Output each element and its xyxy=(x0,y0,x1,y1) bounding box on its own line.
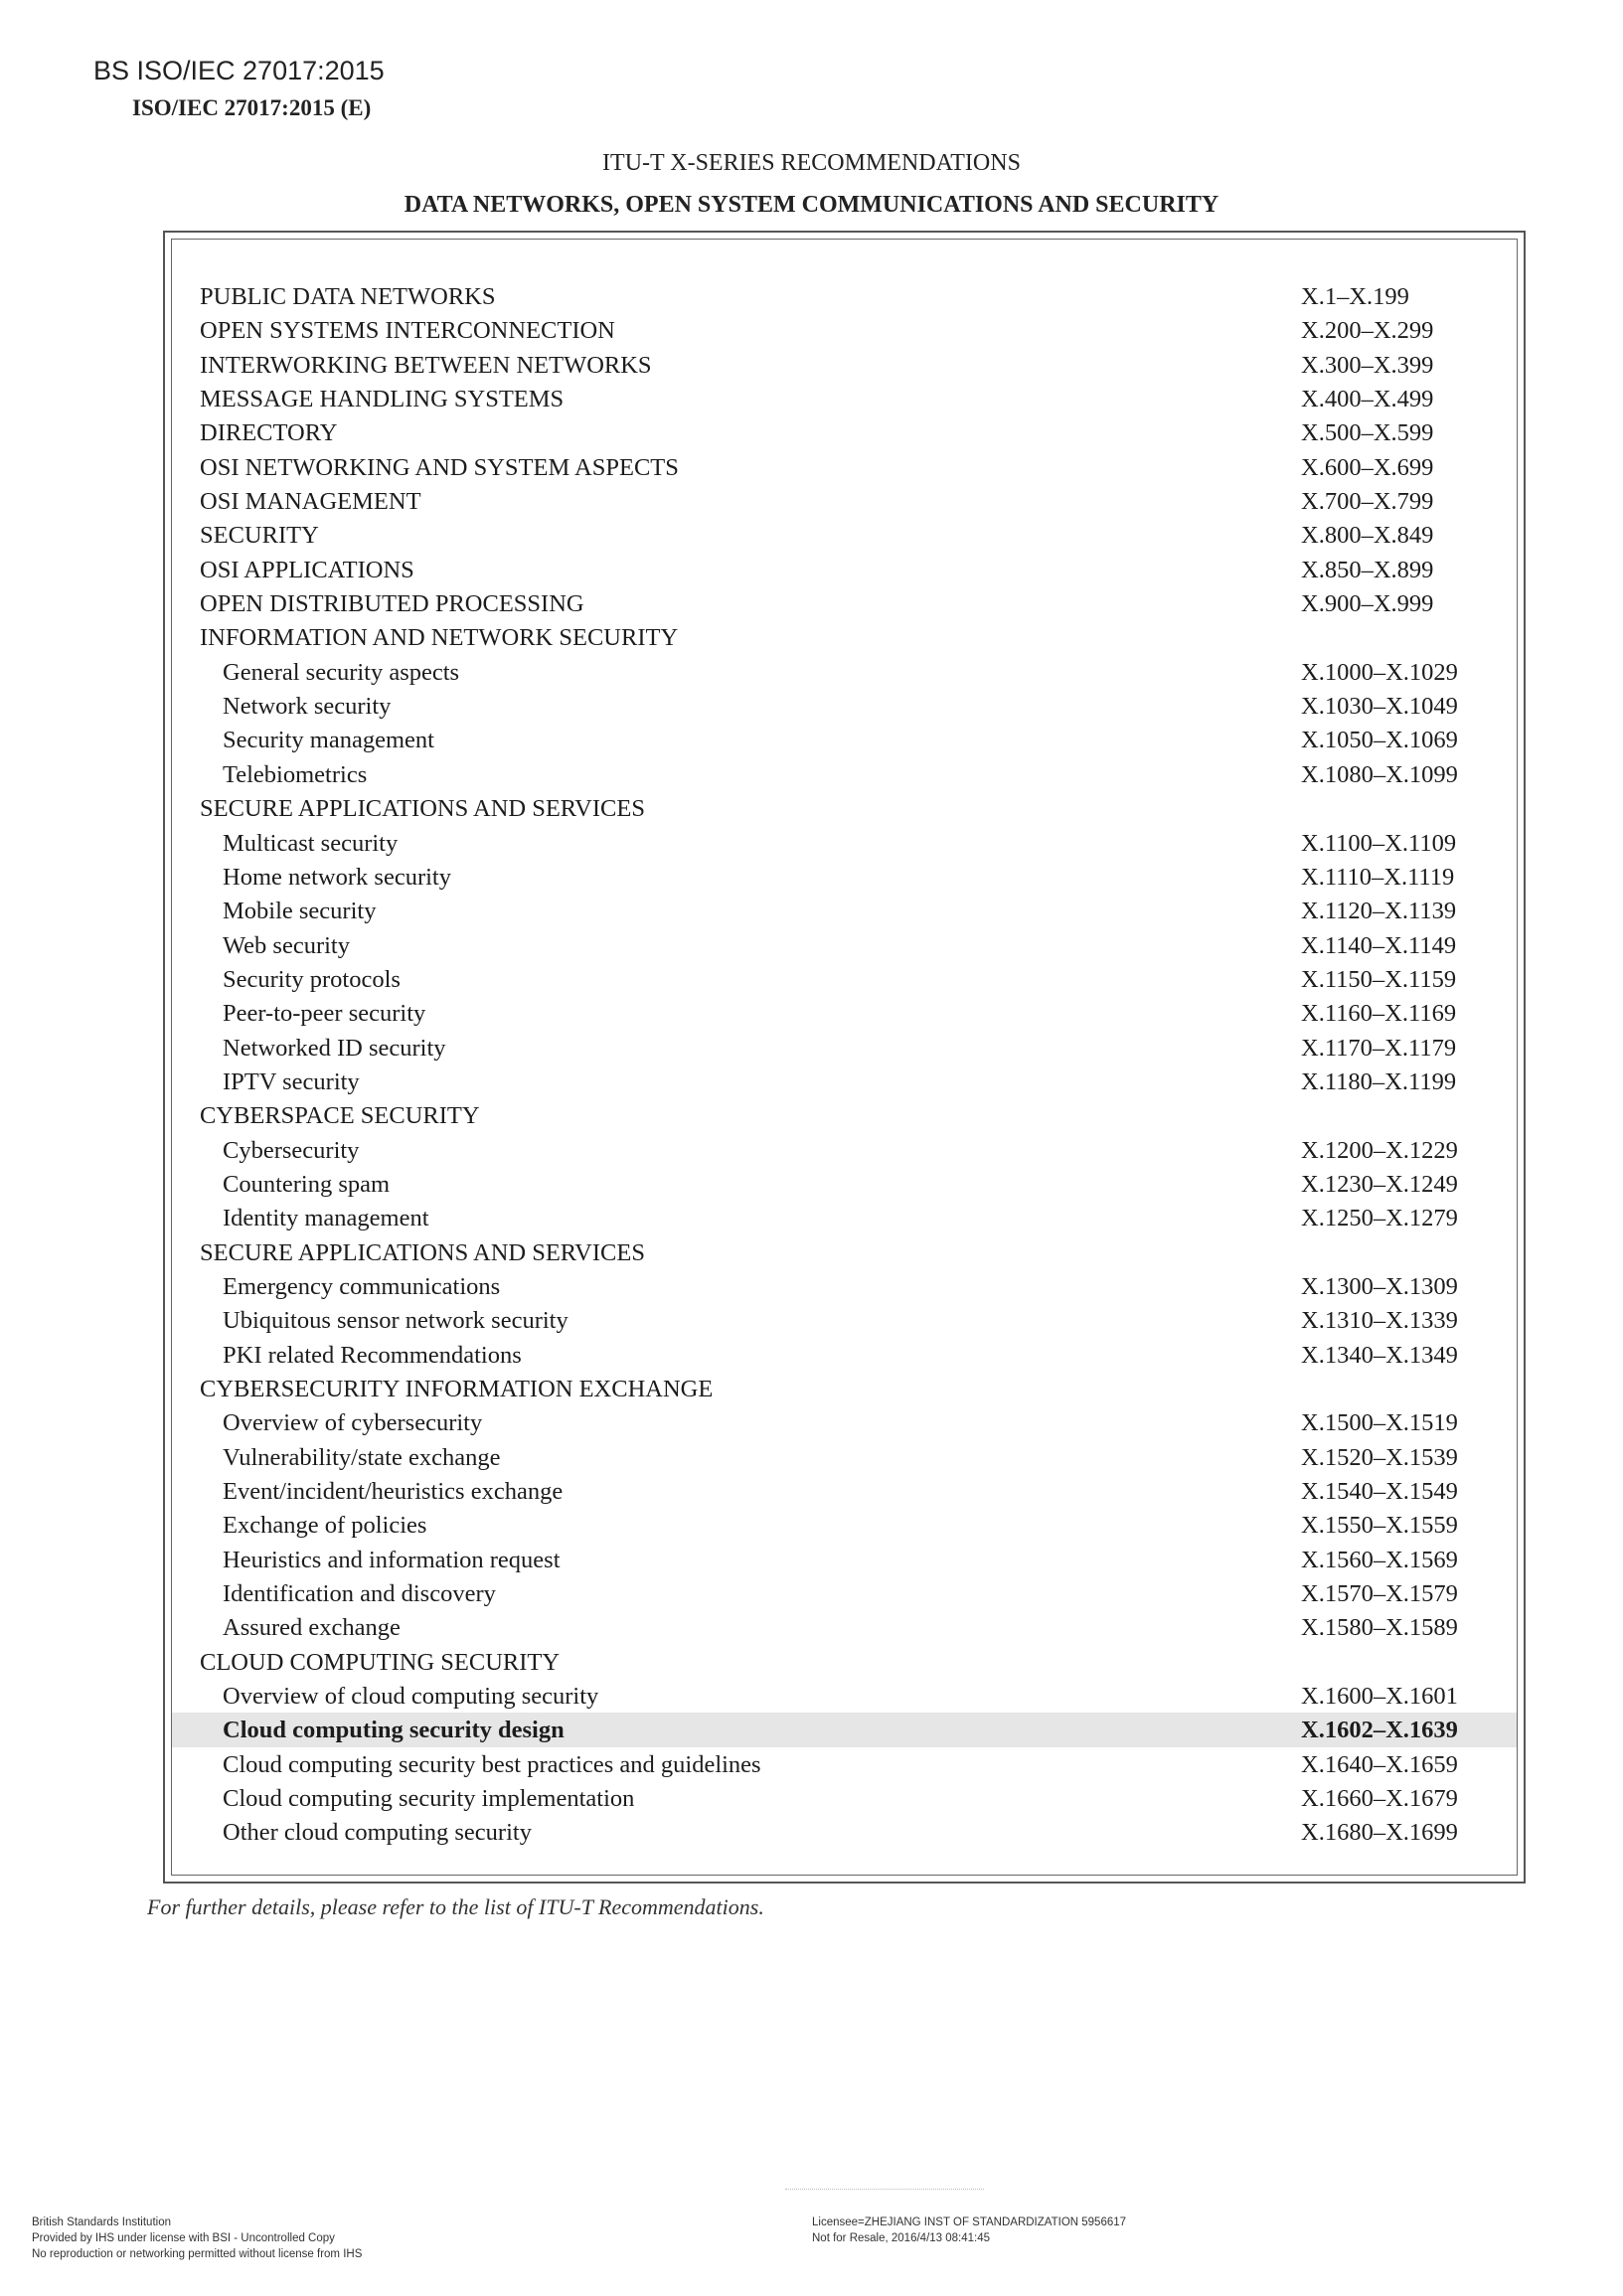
subcategory-row xyxy=(172,860,1517,894)
recommendation-range: X.1660–X.1679 xyxy=(1301,1785,1458,1813)
page-title: DATA NETWORKS, OPEN SYSTEM COMMUNICATIONS AND SECURITY xyxy=(404,192,1219,218)
recommendation-name: PKI related Recommendations xyxy=(223,1341,522,1369)
footer-left-line: No reproduction or networking permitted without license from IHS xyxy=(32,2248,363,2260)
subcategory-row xyxy=(172,1610,1517,1644)
recommendation-name: OPEN DISTRIBUTED PROCESSING xyxy=(200,590,584,618)
category-row xyxy=(172,518,1517,552)
subcategory-row xyxy=(172,723,1517,756)
recommendations-table-inner xyxy=(171,239,1518,1876)
recommendation-name: Mobile security xyxy=(223,898,377,925)
recommendation-name: Cloud computing security best practices and guidelines xyxy=(223,1750,761,1778)
subcategory-row xyxy=(172,1405,1517,1439)
category-row xyxy=(172,1235,1517,1269)
recommendation-range: X.1310–X.1339 xyxy=(1301,1307,1458,1335)
recommendation-range: X.850–X.899 xyxy=(1301,556,1434,583)
subcategory-row xyxy=(172,1031,1517,1065)
category-row xyxy=(172,415,1517,449)
subcategory-row xyxy=(172,1713,1517,1746)
category-row xyxy=(172,348,1517,382)
recommendations-table xyxy=(163,231,1526,1884)
recommendation-range: X.1050–X.1069 xyxy=(1301,727,1458,754)
category-row xyxy=(172,382,1517,415)
recommendation-range: X.1170–X.1179 xyxy=(1301,1034,1457,1062)
recommendation-name: Heuristics and information request xyxy=(223,1546,561,1573)
recommendation-name: CYBERSECURITY INFORMATION EXCHANGE xyxy=(200,1376,714,1402)
subcategory-row xyxy=(172,1679,1517,1713)
recommendation-name: MESSAGE HANDLING SYSTEMS xyxy=(200,386,565,413)
recommendation-range: X.1640–X.1659 xyxy=(1301,1750,1458,1778)
recommendation-range: X.1000–X.1029 xyxy=(1301,658,1458,686)
subcategory-row xyxy=(172,1338,1517,1372)
subcategory-row xyxy=(172,1065,1517,1098)
category-row xyxy=(172,553,1517,586)
recommendation-name: CYBERSPACE SECURITY xyxy=(200,1102,480,1130)
recommendation-range: X.1150–X.1159 xyxy=(1301,965,1457,993)
recommendation-range: X.1180–X.1199 xyxy=(1301,1067,1457,1095)
recommendation-name: Networked ID security xyxy=(223,1034,446,1062)
recommendation-name: Network security xyxy=(223,693,392,721)
footer-left-line: Provided by IHS under license with BSI - Uncontrolled Copy xyxy=(32,2232,335,2244)
recommendation-name: INTERWORKING BETWEEN NETWORKS xyxy=(200,351,652,379)
recommendation-range: X.500–X.599 xyxy=(1301,419,1434,447)
recommendation-name: Overview of cloud computing security xyxy=(223,1683,599,1711)
recommendation-name: CLOUD COMPUTING SECURITY xyxy=(200,1648,561,1676)
subcategory-row xyxy=(172,655,1517,689)
recommendation-name: Assured exchange xyxy=(223,1614,401,1642)
subcategory-row xyxy=(172,1269,1517,1303)
category-row xyxy=(172,1098,1517,1132)
footer-right xyxy=(812,2214,1126,2246)
recommendation-range: X.1560–X.1569 xyxy=(1301,1546,1458,1573)
recommendation-range: X.1570–X.1579 xyxy=(1301,1580,1458,1608)
category-row xyxy=(172,586,1517,620)
recommendation-range: X.200–X.299 xyxy=(1301,317,1434,345)
iso-standard-number: ISO/IEC 27017:2015 (E) xyxy=(132,95,372,120)
recommendation-name: PUBLIC DATA NETWORKS xyxy=(200,283,496,310)
recommendation-name: Home network security xyxy=(223,863,451,891)
recommendation-name: OSI MANAGEMENT xyxy=(200,488,421,516)
recommendation-range: X.1100–X.1109 xyxy=(1301,829,1457,857)
recommendation-name: Security protocols xyxy=(223,965,401,993)
recommendation-name: SECURITY xyxy=(200,522,319,550)
category-row xyxy=(172,279,1517,313)
recommendation-name: Peer-to-peer security xyxy=(223,1000,426,1028)
recommendation-range: X.1600–X.1601 xyxy=(1301,1683,1458,1711)
recommendation-range: X.1–X.199 xyxy=(1301,283,1409,310)
recommendation-range: X.1080–X.1099 xyxy=(1301,760,1458,788)
subcategory-row xyxy=(172,1781,1517,1815)
subcategory-row xyxy=(172,826,1517,860)
recommendation-range: X.700–X.799 xyxy=(1301,488,1434,516)
bs-standard-number: BS ISO/IEC 27017:2015 xyxy=(93,56,385,85)
recommendation-name: Identification and discovery xyxy=(223,1580,496,1608)
subcategory-row xyxy=(172,962,1517,996)
category-row xyxy=(172,1372,1517,1405)
recommendation-range: X.900–X.999 xyxy=(1301,590,1434,618)
recommendation-name: DIRECTORY xyxy=(200,419,338,447)
category-row xyxy=(172,450,1517,484)
recommendation-name: Event/incident/heuristics exchange xyxy=(223,1478,564,1506)
recommendation-name: OSI NETWORKING AND SYSTEM ASPECTS xyxy=(200,453,679,481)
subcategory-row xyxy=(172,1201,1517,1234)
subcategory-row xyxy=(172,1747,1517,1781)
recommendation-range: X.1602–X.1639 xyxy=(1301,1717,1458,1744)
subcategory-row xyxy=(172,689,1517,723)
recommendation-range: X.1540–X.1549 xyxy=(1301,1478,1458,1506)
recommendation-name: Telebiometrics xyxy=(223,760,368,788)
recommendation-range: X.1030–X.1049 xyxy=(1301,693,1458,721)
category-row xyxy=(172,1645,1517,1679)
recommendation-name: OSI APPLICATIONS xyxy=(200,556,414,583)
footer-left xyxy=(32,2214,362,2262)
recommendation-range: X.1520–X.1539 xyxy=(1301,1443,1458,1471)
subcategory-row xyxy=(172,1576,1517,1610)
recommendation-name: IPTV security xyxy=(223,1067,360,1095)
recommendation-range: X.1250–X.1279 xyxy=(1301,1205,1458,1232)
recommendation-range: X.600–X.699 xyxy=(1301,453,1434,481)
recommendation-name: Emergency communications xyxy=(223,1272,501,1300)
recommendation-name: Cloud computing security implementation xyxy=(223,1785,635,1813)
recommendation-range: X.1120–X.1139 xyxy=(1301,898,1457,925)
recommendation-range: X.1160–X.1169 xyxy=(1301,1000,1457,1028)
subcategory-row xyxy=(172,894,1517,927)
subcategory-row xyxy=(172,757,1517,791)
recommendation-range: X.1500–X.1519 xyxy=(1301,1409,1458,1437)
footer-right-line: Not for Resale, 2016/4/13 08:41:45 xyxy=(812,2232,991,2244)
recommendation-name: Vulnerability/state exchange xyxy=(223,1443,501,1471)
subcategory-row xyxy=(172,928,1517,962)
recommendation-range: X.1580–X.1589 xyxy=(1301,1614,1458,1642)
recommendation-name: OPEN SYSTEMS INTERCONNECTION xyxy=(200,317,615,345)
recommendation-name: Multicast security xyxy=(223,829,399,857)
footer-right-line: Licensee=ZHEJIANG INST OF STANDARDIZATION 5956617 xyxy=(812,2216,1127,2228)
recommendation-name: Overview of cybersecurity xyxy=(223,1409,483,1437)
recommendation-range: X.1300–X.1309 xyxy=(1301,1272,1458,1300)
subcategory-row xyxy=(172,996,1517,1030)
recommendation-name: Other cloud computing security xyxy=(223,1819,532,1847)
category-row xyxy=(172,620,1517,654)
recommendation-range: X.1200–X.1229 xyxy=(1301,1136,1458,1164)
recommendation-range: X.1230–X.1249 xyxy=(1301,1170,1458,1198)
recommendation-name: Cybersecurity xyxy=(223,1136,360,1164)
footnote: For further details, please refer to the list of ITU-T Recommendations. xyxy=(147,1894,764,1919)
subcategory-row xyxy=(172,1303,1517,1337)
recommendation-name: SECURE APPLICATIONS AND SERVICES xyxy=(200,795,645,823)
recommendation-range: X.1140–X.1149 xyxy=(1301,931,1457,959)
recommendations-list xyxy=(172,279,1517,1850)
subcategory-row xyxy=(172,1133,1517,1167)
subcategory-row xyxy=(172,1440,1517,1474)
recommendation-range: X.1340–X.1349 xyxy=(1301,1341,1458,1369)
recommendation-name: Exchange of policies xyxy=(223,1512,427,1540)
category-row xyxy=(172,791,1517,825)
recommendation-name: Cloud computing security design xyxy=(223,1717,565,1744)
series-title: ITU-T X-SERIES RECOMMENDATIONS xyxy=(602,150,1021,176)
subcategory-row xyxy=(172,1167,1517,1201)
recommendation-name: Security management xyxy=(223,727,434,754)
recommendation-name: Web security xyxy=(223,931,350,959)
recommendation-range: X.300–X.399 xyxy=(1301,351,1434,379)
recommendation-name: General security aspects xyxy=(223,658,460,686)
recommendation-name: Ubiquitous sensor network security xyxy=(223,1307,568,1335)
recommendation-range: X.400–X.499 xyxy=(1301,386,1434,413)
recommendation-name: INFORMATION AND NETWORK SECURITY xyxy=(200,624,679,652)
category-row xyxy=(172,313,1517,347)
recommendation-range: X.1680–X.1699 xyxy=(1301,1819,1458,1847)
recommendation-range: X.1550–X.1559 xyxy=(1301,1512,1458,1540)
subcategory-row xyxy=(172,1815,1517,1849)
category-row xyxy=(172,484,1517,518)
recommendation-name: Countering spam xyxy=(223,1170,391,1198)
subcategory-row xyxy=(172,1543,1517,1576)
footer-left-line: British Standards Institution xyxy=(32,2216,171,2228)
recommendation-range: X.1110–X.1119 xyxy=(1301,863,1455,891)
recommendation-name: SECURE APPLICATIONS AND SERVICES xyxy=(200,1238,645,1266)
subcategory-row xyxy=(172,1474,1517,1508)
recommendation-range: X.800–X.849 xyxy=(1301,522,1434,550)
scan-artifact xyxy=(785,2189,984,2194)
subcategory-row xyxy=(172,1508,1517,1542)
recommendation-name: Identity management xyxy=(223,1205,429,1232)
